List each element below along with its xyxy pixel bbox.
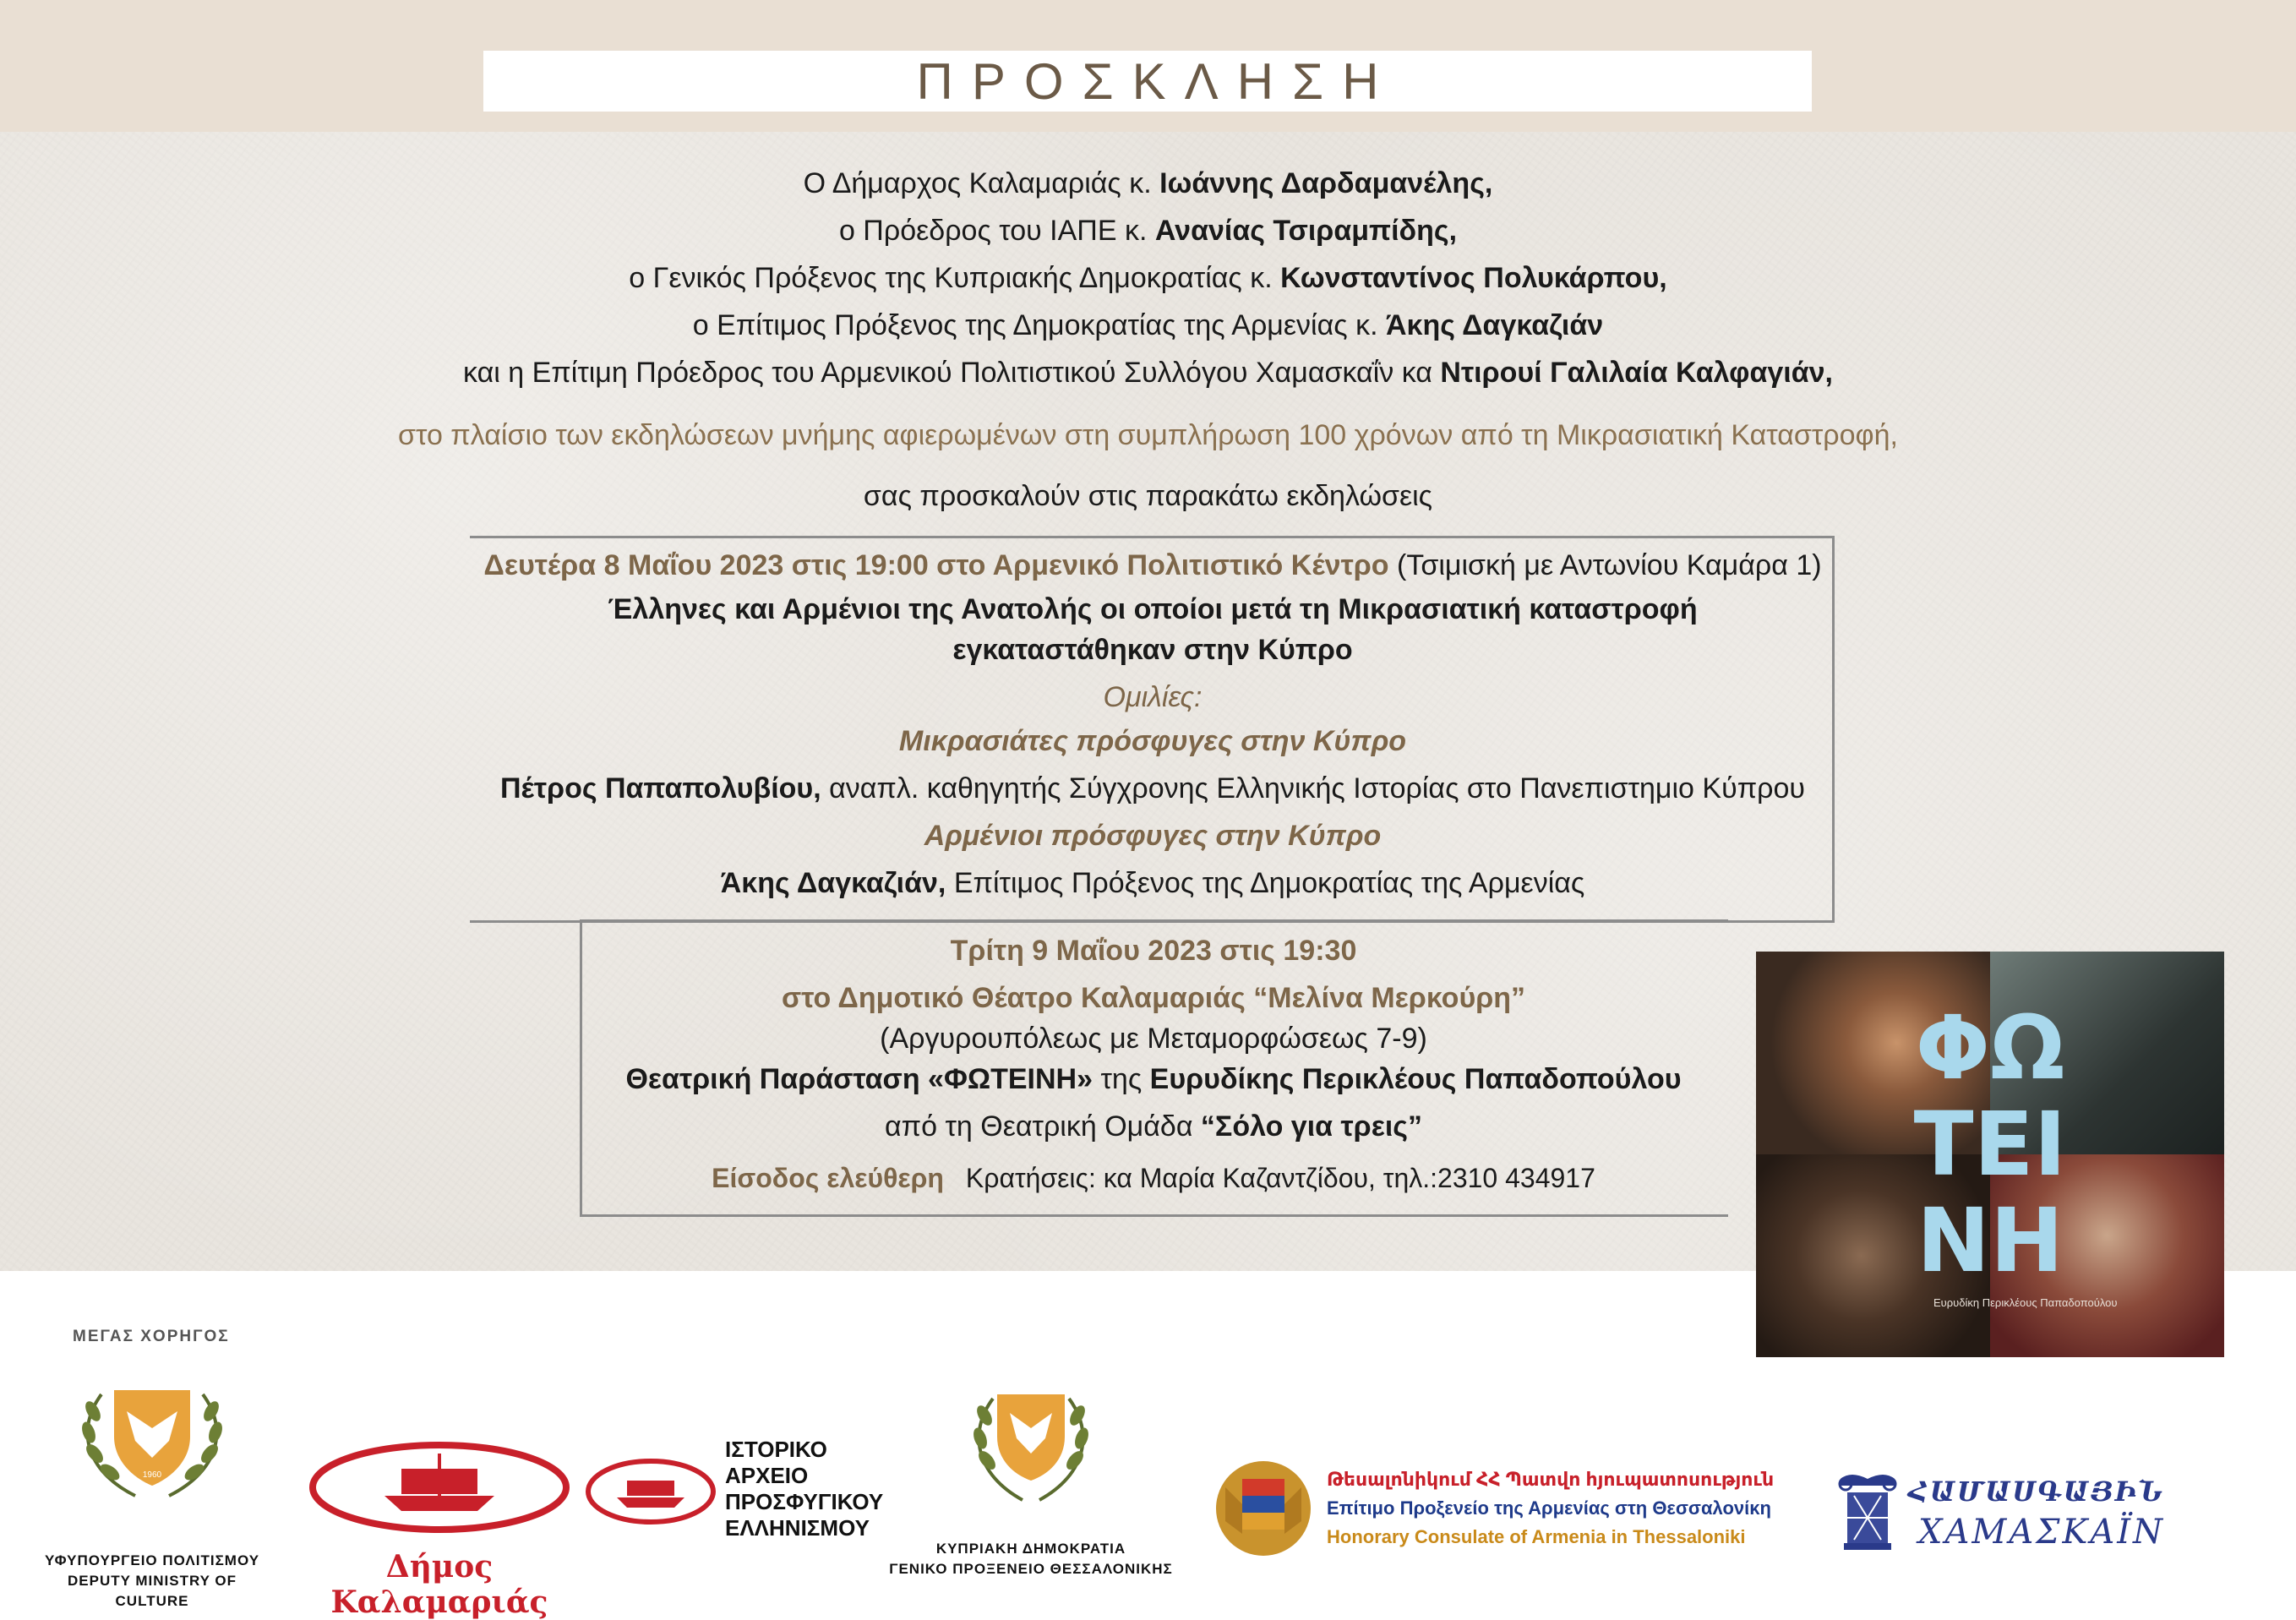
- event-2-address: (Αργυρουπόλεως με Μεταμορφώσεως 7-9): [880, 1023, 1427, 1055]
- talk-1-title: [477, 725, 1829, 758]
- troupe-name: “Σόλο για τρεις”: [1200, 1110, 1422, 1143]
- intro-text: και η Επίτιμη Πρόεδρος του Αρμενικού Πολιτιστικού Συλλόγου Χαμασκαΐν κα: [463, 357, 1441, 389]
- ionic-column-icon: [1834, 1470, 1901, 1555]
- archive-name: [725, 1437, 883, 1541]
- kalamaria-logo: [304, 1437, 575, 1620]
- armenia-consulate-logo: [1208, 1454, 1800, 1563]
- invite-line: σας προσκαλούν στις παρακάτω εκδηλώσεις: [863, 480, 1433, 512]
- hamaskain-greek: ΧΑΜΑΣΚΑΪΝ: [1918, 1513, 2166, 1552]
- armenia-caption-3: Honorary Consulate of Armenia in Thessaloniki: [1327, 1526, 1746, 1547]
- ministry-caption-1: ΥΦΥΠΟΥΡΓΕΙΟ ΠΟΛΙΤΙΣΜΟΥ: [44, 1552, 260, 1568]
- event-2-venue-text: στο Δημοτικό Θέατρο Καλαμαριάς “Μελίνα Μερκούρη”: [781, 982, 1526, 1014]
- poster-title-3: ΝΗ: [1916, 1189, 2064, 1292]
- event-1-address: (Τσιμισκή με Αντωνίου Καμάρα 1): [1388, 549, 1822, 581]
- intro-text: ο Γενικός Πρόξενος της Κυπριακής Δημοκρατίας κ.: [629, 262, 1281, 294]
- poster-title-2: ΤΕΙ: [1913, 1093, 2067, 1196]
- talks-label-text: Ομιλίες:: [1103, 681, 1203, 713]
- show-title: Θεατρική Παράσταση «ΦΩΤΕΙΝΗ»: [625, 1063, 1093, 1095]
- intro-text: ο Πρόεδρος του ΙΑΠΕ κ.: [838, 215, 1155, 247]
- intro-line-2: [0, 215, 2296, 248]
- poster-credit: Ευρυδίκη Περικλέους Παπαδοπούλου: [1933, 1296, 2118, 1309]
- event-2-date: [583, 935, 1724, 968]
- talk-1-role: αναπλ. καθηγητής Σύγχρονης Ελληνικής Ιστορίας στο Πανεπιστημιο Κύπρου: [821, 772, 1805, 805]
- intro-text: ο Επίτιμος Πρόξενος της Δημοκρατίας της Αρμενίας κ.: [692, 309, 1386, 341]
- kalamaria-name: Δήμος Καλαμαριάς: [330, 1549, 548, 1620]
- show-author: Ευρυδίκης Περικλέους Παπαδοπούλου: [1149, 1063, 1682, 1095]
- talk-2-speaker: Άκης Δαγκαζιάν,: [720, 867, 946, 899]
- cyprus-consulate-emblem-icon: [887, 1386, 1175, 1513]
- troupe-prefix: από τη Θεατρική Ομάδα: [885, 1110, 1201, 1143]
- cyprus-caption-2: ΓΕΝΙΚΟ ΠΡΟΞΕΝΕΙΟ ΘΕΣΣΑΛΟΝΙΚΗΣ: [889, 1561, 1173, 1577]
- hamaskain-logo: [1834, 1470, 2189, 1563]
- honorary-president-name: Ντιρουί Γαλιλαία Καλφαγιάν,: [1440, 357, 1833, 389]
- cyprus-consulate-logo: [887, 1386, 1175, 1580]
- talk-1-speaker-line: [477, 772, 1829, 805]
- talk-2-title-text: Αρμένιοι πρόσφυγες στην Κύπρο: [924, 820, 1382, 852]
- intro-line-1: [0, 167, 2296, 200]
- intro-line-4: [0, 309, 2296, 342]
- president-name: Ανανίας Τσιραμπίδης,: [1154, 215, 1458, 247]
- cyprus-caption-1: ΚΥΠΡΙΑΚΗ ΔΗΜΟΚΡΑΤΙΑ: [935, 1541, 1126, 1557]
- ship-emblem-icon: [304, 1437, 575, 1538]
- archive-line-4: ΕΛΛΗΝΙΣΜΟΥ: [725, 1515, 870, 1541]
- event-2-venue: [583, 982, 1724, 1015]
- event-1-date-venue: Δευτέρα 8 Μαΐου 2023 στις 19:00 στο Αρμενικό Πολιτιστικό Κέντρο: [483, 549, 1389, 581]
- event-2-date-text: Τρίτη 9 Μαΐου 2023 στις 19:30: [950, 935, 1357, 967]
- talk-2-title: [477, 820, 1829, 853]
- play-poster: [1756, 952, 2224, 1357]
- show-connector: της: [1093, 1063, 1150, 1095]
- consul-general-name: Κωνσταντίνος Πολυκάρπου,: [1280, 262, 1667, 294]
- ministry-logo: [42, 1377, 262, 1609]
- talk-2-speaker-line: [477, 867, 1829, 900]
- title-box: [483, 51, 1812, 112]
- event-2-entry-line: [583, 1163, 1724, 1194]
- cyprus-emblem-icon: [42, 1377, 262, 1504]
- event-2-troupe-line: [583, 1110, 1724, 1143]
- archive-logo: [583, 1437, 896, 1555]
- main-sponsor-label: ΜΕΓΑΣ ΧΟΡΗΓΟΣ: [73, 1328, 230, 1345]
- context-line: στο πλαίσιο των εκδηλώσεων μνήμης αφιερωμένων στη συμπλήρωση 100 χρόνων από τη Μικρασιατική Καταστροφή,: [398, 419, 1898, 451]
- mayor-name: Ιωάννης Δαρδαμανέλης,: [1159, 167, 1493, 199]
- poster-title-1: ΦΩ: [1915, 996, 2065, 1099]
- talk-1-speaker: Πέτρος Παπαπολυβίου,: [499, 772, 821, 805]
- event-1-topic-1: Έλληνες και Αρμένιοι της Ανατολής οι οποίοι μετά τη Μικρασιατική καταστροφή: [608, 593, 1698, 625]
- archive-line-1: ΙΣΤΟΡΙΚΟ: [725, 1437, 827, 1462]
- intro-line-3: [0, 262, 2296, 295]
- archive-ship-icon: [583, 1454, 718, 1530]
- armenia-coat-of-arms-icon: [1208, 1454, 1318, 1563]
- talks-label: [477, 681, 1829, 714]
- honorary-consul-name: Άκης Δαγκαζιάν: [1385, 309, 1604, 341]
- free-entry: Είσοδος ελεύθερη: [712, 1163, 944, 1193]
- intro-line-5: [0, 357, 2296, 390]
- armenia-caption-2: Επίτιμο Προξενείο της Αρμενίας στη Θεσσαλονίκη: [1327, 1497, 1771, 1519]
- hamaskain-armenian: ՀԱՄԱՍԳԱՅԻՆ: [1908, 1475, 2165, 1508]
- event-1-when-where: [477, 549, 1829, 582]
- event-2-show-line: [583, 1063, 1724, 1096]
- event-1-topic-2: εγκαταστάθηκαν στην Κύπρο: [952, 634, 1353, 666]
- archive-line-3: ΠΡΟΣΦΥΓΙΚΟΥ: [725, 1489, 884, 1514]
- armenia-caption-1: Թեսալոնիկում ՀՀ Պատվո հյուպատոսություն: [1327, 1469, 1775, 1490]
- ministry-emblem-year: 1960: [142, 1470, 162, 1480]
- page-title: ΠΡΟΣΚΛΗΣΗ: [916, 52, 1398, 110]
- archive-line-2: ΑΡΧΕΙΟ: [725, 1463, 809, 1488]
- intro-text: Ο Δήμαρχος Καλαμαριάς κ.: [803, 167, 1160, 199]
- talk-1-title-text: Μικρασιάτες πρόσφυγες στην Κύπρο: [898, 725, 1407, 757]
- talk-2-role: Επίτιμος Πρόξενος της Δημοκρατίας της Αρμενίας: [946, 867, 1585, 899]
- booking-info: Κρατήσεις: κα Μαρία Καζαντζίδου, τηλ.:2310 434917: [965, 1163, 1595, 1193]
- ministry-caption-2: DEPUTY MINISTRY OF CULTURE: [68, 1573, 237, 1609]
